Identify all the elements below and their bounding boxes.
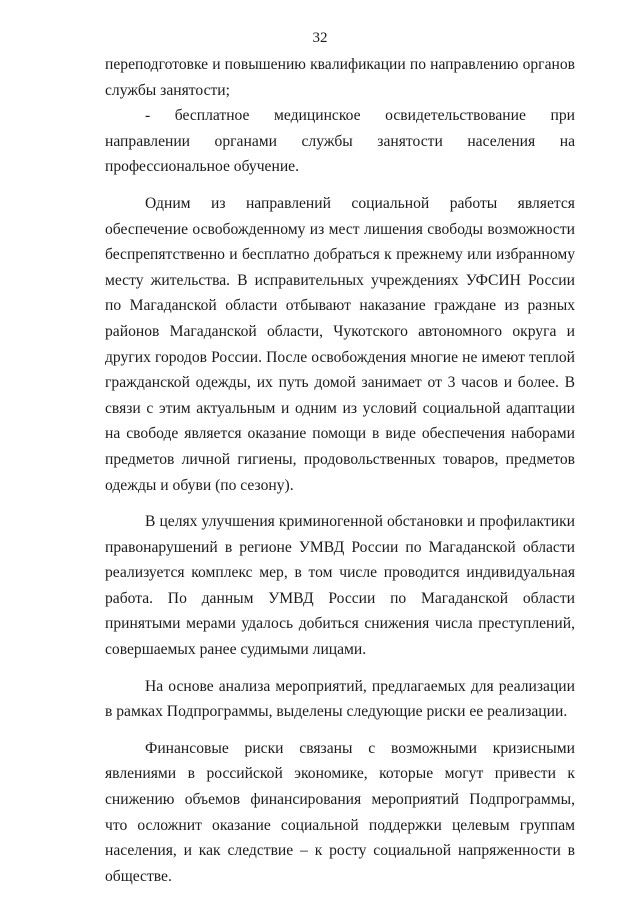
paragraph-continuation: переподготовке и повышению квалификации по направлению органов службы занятости; <box>105 56 575 99</box>
document-body <box>105 52 575 889</box>
paragraph-crime-prevention: В целях улучшения криминогенной обстановки и профилактики правонарушений в регионе УМВД России по Магаданской области реализуется комплекс мер, в том числе проводится индивидуальная работа. По данным УМВД России по Магаданской области принятыми мерами удалось добиться снижения числа преступлений, совершаемых ранее судимыми лицами. <box>105 513 575 659</box>
paragraph-list-item: - бесплатное медицинское освидетельствование при направлении органами службы занятости населения на профессиональное обучение. <box>105 107 575 176</box>
paragraph-financial-risks: Финансовые риски связаны с возможными кризисными явлениями в российской экономике, которые могут привести к снижению объемов финансирования мероприятий Подпрограммы, что осложнит оказание социальной поддержки целевым группам населения, и как следствие – к росту социальной напряженности в обществе. <box>105 739 575 885</box>
page-number: 32 <box>312 30 328 46</box>
paragraph-risk-analysis: На основе анализа мероприятий, предлагаемых для реализации в рамках Подпрограммы, выделены следующие риски ее реализации. <box>105 677 575 721</box>
paragraph-release-support: Одним из направлений социальной работы является обеспечение освобожденному из мест лишения свободы возможности беспрепятственно и бесплатно добраться к прежнему или избранному месту жительства. В исправительных учреждениях УФСИН России по Магаданской области отбывают наказание граждане из разных районов Магаданской области, Чукотского автономного округа и других городов России. После освобождения многие не имеют теплой гражданской одежды, их путь домой занимает от 3 часов и более. В связи с этим актуальным и одним из условий социальной адаптации на свободе является оказание помощи в виде обеспечения наборами предметов личной гигиены, продовольственных товаров, предметов одежды и обуви (по сезону). <box>105 194 575 494</box>
